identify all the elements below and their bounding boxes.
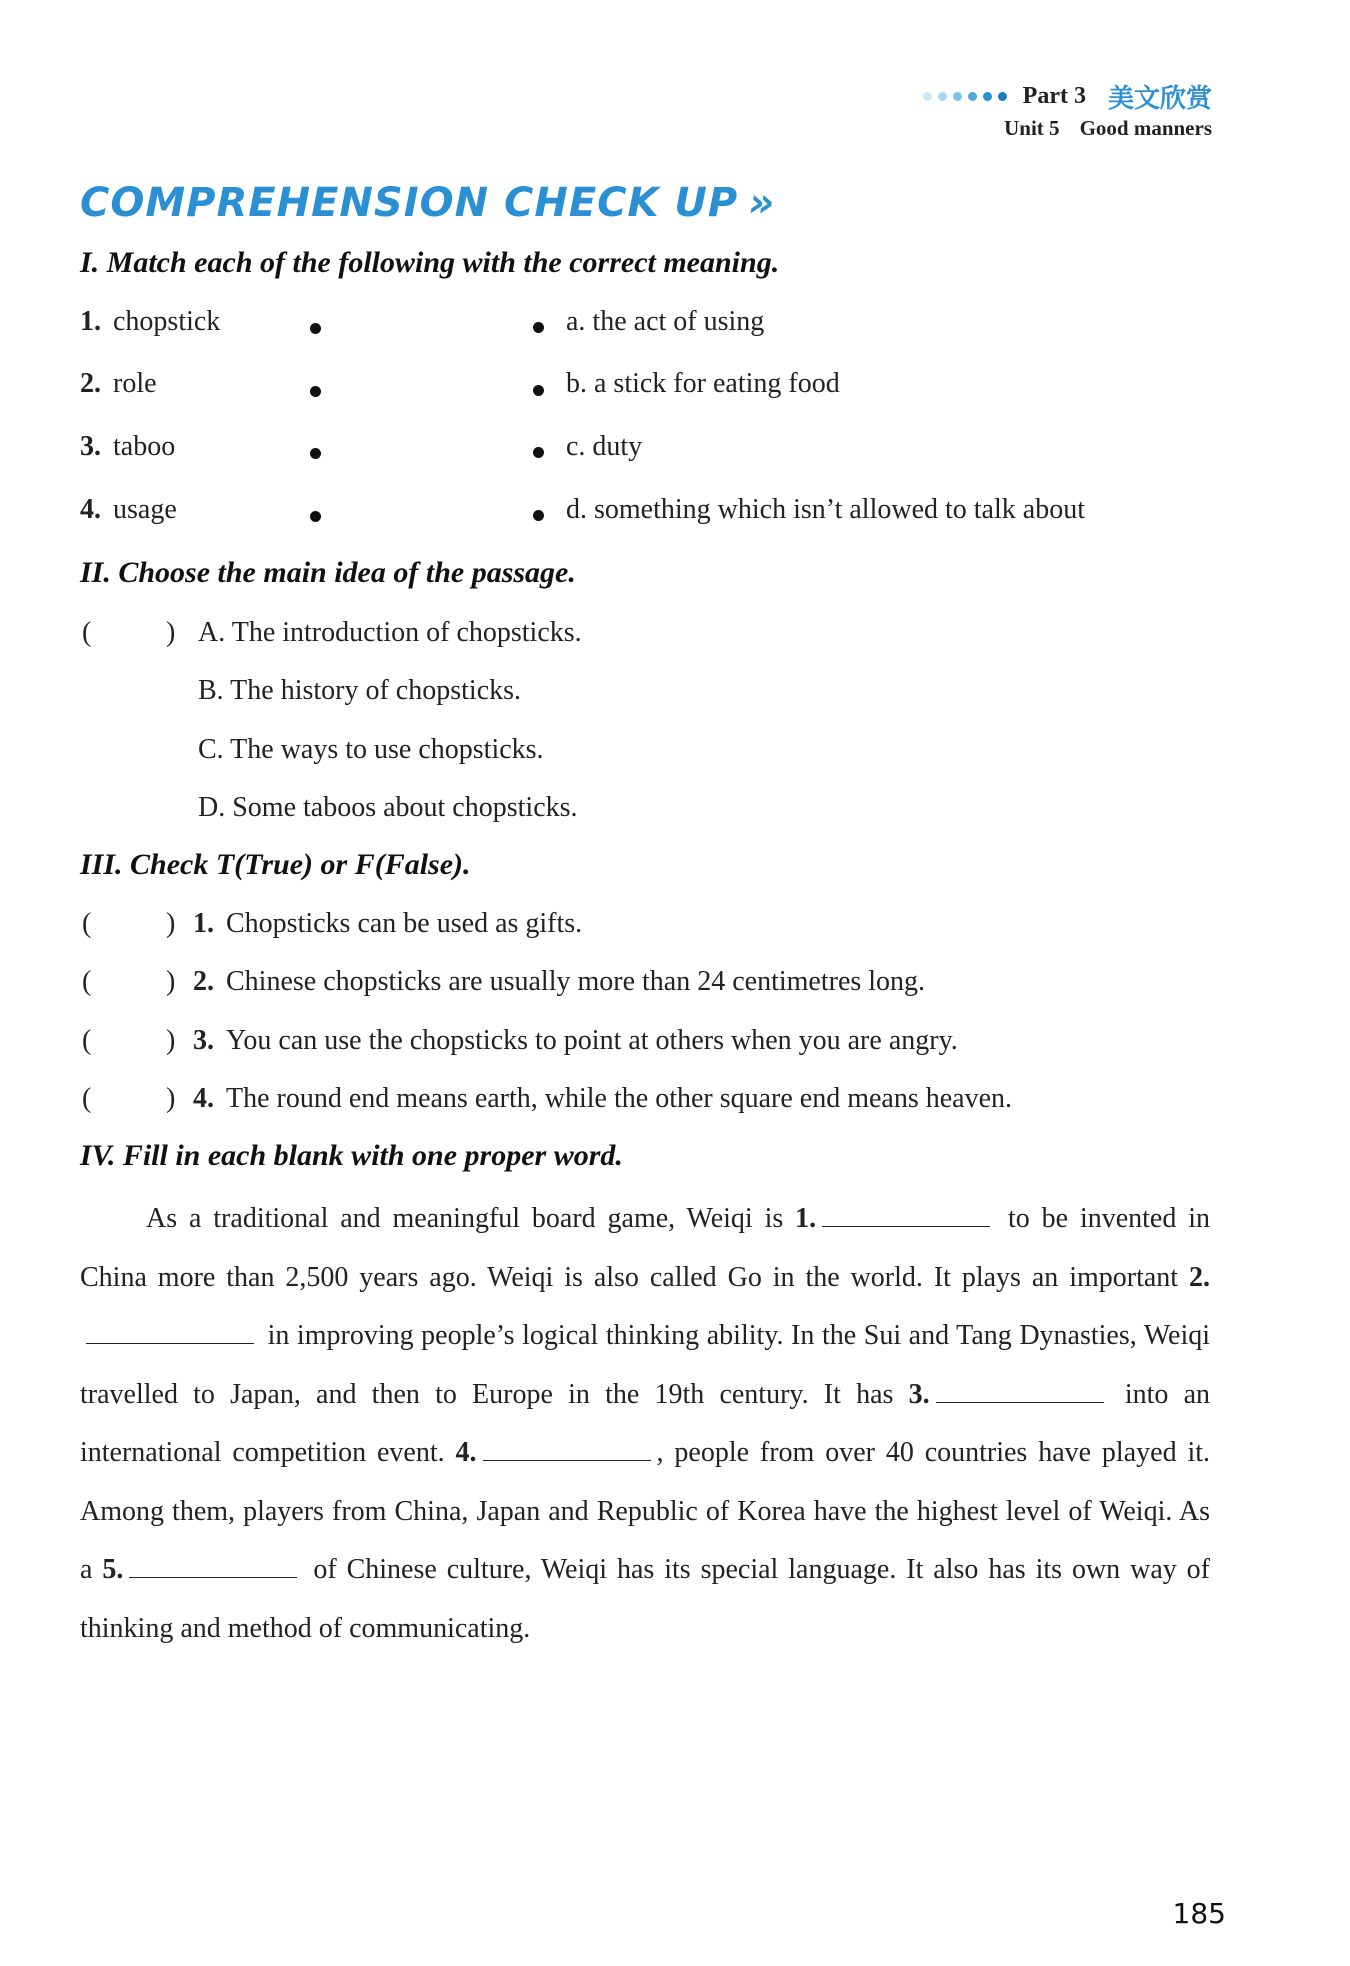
match-right-a: a. the act of using xyxy=(566,306,765,337)
section-4-title: IV. Fill in each blank with one proper word. xyxy=(80,1139,623,1172)
blank-number: 1. xyxy=(795,1203,817,1234)
match-word: chopstick xyxy=(113,306,221,337)
dot-icon xyxy=(953,92,962,101)
tf-text: Chinese chopsticks are usually more than 24 centimetres long. xyxy=(226,966,926,997)
match-word: usage xyxy=(113,494,177,525)
option-c: C. The ways to use chopsticks. xyxy=(198,734,544,765)
tf-num: 3. xyxy=(193,1025,214,1056)
match-left-4 xyxy=(80,494,177,526)
answer-paren-open: ( xyxy=(82,1083,92,1114)
match-dot-right[interactable] xyxy=(533,510,544,521)
match-dot-left[interactable] xyxy=(310,323,321,334)
match-num: 1. xyxy=(80,306,101,337)
tf-text: The round end means earth, while the other square end means heaven. xyxy=(226,1083,1013,1114)
section-1-title: I. Match each of the following with the correct meaning. xyxy=(80,246,780,279)
dot-icon xyxy=(998,92,1007,101)
tf-text: Chopsticks can be used as gifts. xyxy=(226,908,583,939)
match-word: taboo xyxy=(113,431,176,462)
blank-2[interactable] xyxy=(86,1323,254,1344)
answer-paren-open: ( xyxy=(82,908,92,939)
passage-text: into an international competition event. xyxy=(80,1378,1210,1468)
blank-1[interactable] xyxy=(822,1206,990,1227)
match-left-2 xyxy=(80,368,157,400)
option-b: B. The history of chopsticks. xyxy=(198,675,522,706)
tf-text: You can use the chopsticks to point at others when you are angry. xyxy=(226,1025,958,1056)
blank-number: 3. xyxy=(908,1378,930,1410)
dot-icon xyxy=(923,92,932,101)
match-dot-right[interactable] xyxy=(533,322,544,333)
match-dot-left[interactable] xyxy=(310,448,321,459)
match-dot-right[interactable] xyxy=(533,447,544,458)
match-right-b: b. a stick for eating food xyxy=(566,368,840,399)
blank-3[interactable] xyxy=(936,1382,1104,1403)
tf-num: 2. xyxy=(193,966,214,997)
passage-text: , people from over 40 countries have played it. Among them, players from China, Japan and Republic of Korea have the highest level of Weiqi. As a xyxy=(80,1437,1211,1585)
comprehension-banner xyxy=(80,180,775,226)
banner-text: COMPREHENSION CHECK UP xyxy=(80,180,739,226)
passage-text: in improving people’s logical thinking ability. In the Sui and Tang Dynasties, Weiqi travelled to Japan, and then to Europe in the 19th century. It has xyxy=(80,1320,1210,1410)
answer-paren-close: ) xyxy=(166,908,176,939)
answer-paren-close: ) xyxy=(166,617,176,648)
match-left-1 xyxy=(80,306,220,338)
double-chevron-icon: » xyxy=(748,180,776,226)
option-d: D. Some taboos about chopsticks. xyxy=(198,792,578,823)
match-num: 4. xyxy=(80,494,101,525)
blank-number: 4. xyxy=(455,1437,477,1468)
answer-paren-open: ( xyxy=(82,966,92,997)
tf-item-1 xyxy=(193,908,582,940)
dot-icon xyxy=(983,92,992,101)
dot-icon xyxy=(938,92,947,101)
match-right-d: d. something which isn’t allowed to talk about xyxy=(566,494,1085,525)
page-number: 185 xyxy=(1172,1897,1226,1930)
unit-label: Unit 5 xyxy=(1004,116,1060,140)
tf-item-2 xyxy=(193,966,925,998)
match-left-3 xyxy=(80,431,175,463)
answer-paren-open: ( xyxy=(82,617,92,648)
match-dot-right[interactable] xyxy=(533,385,544,396)
part-label: Part 3 xyxy=(1022,83,1086,109)
tf-item-3 xyxy=(193,1025,958,1057)
blank-number: 2. xyxy=(1189,1261,1210,1293)
passage-text: As a traditional and meaningful board game, Weiqi is xyxy=(146,1203,784,1234)
section-3-title: III. Check T(True) or F(False). xyxy=(80,848,471,881)
cloze-passage xyxy=(80,1190,1210,1658)
answer-paren-close: ) xyxy=(166,1025,176,1056)
section-label-cn: 美文欣赏 xyxy=(1107,84,1212,114)
answer-paren-close: ) xyxy=(166,966,176,997)
passage-text: to be invented in China more than 2,500 years ago. Weiqi is also called Go in the world. It plays an important xyxy=(80,1203,1211,1293)
match-num: 3. xyxy=(80,431,101,462)
answer-paren-open: ( xyxy=(82,1025,92,1056)
match-num: 2. xyxy=(80,368,101,399)
section-2-title: II. Choose the main idea of the passage. xyxy=(80,556,576,589)
blank-4[interactable] xyxy=(483,1440,651,1461)
tf-num: 4. xyxy=(193,1083,214,1114)
answer-paren-close: ) xyxy=(166,1083,176,1114)
blank-number: 5. xyxy=(102,1554,124,1585)
blank-5[interactable] xyxy=(129,1557,297,1578)
passage-text: of Chinese culture, Weiqi has its special language. It also has its own way of thinking and method of communicating. xyxy=(80,1554,1211,1644)
unit-title: Good manners xyxy=(1079,116,1212,140)
match-dot-left[interactable] xyxy=(310,511,321,522)
running-header xyxy=(923,78,1212,115)
match-word: role xyxy=(113,368,157,399)
match-dot-left[interactable] xyxy=(310,386,321,397)
tf-num: 1. xyxy=(193,908,214,939)
dot-icon xyxy=(968,92,977,101)
tf-item-4 xyxy=(193,1083,1012,1115)
match-right-c: c. duty xyxy=(566,431,643,462)
unit-header xyxy=(1004,116,1212,141)
option-a: A. The introduction of chopsticks. xyxy=(198,617,582,648)
decorative-dots xyxy=(923,92,1007,101)
